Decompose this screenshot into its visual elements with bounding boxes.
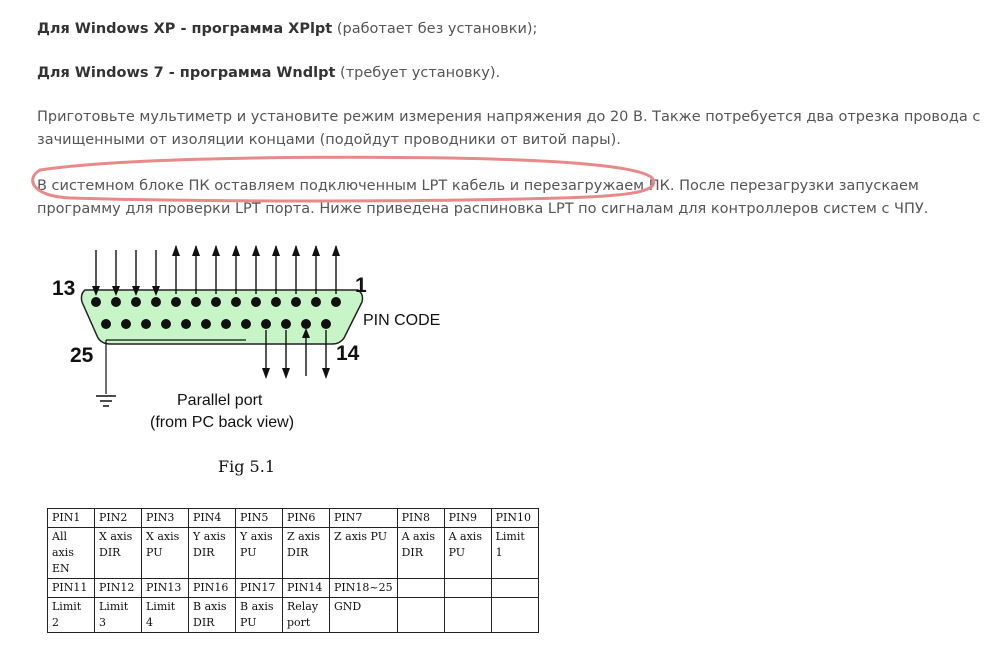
table-cell: X axis PU [142, 528, 189, 579]
pin-dot [331, 297, 341, 307]
pin-dot [221, 319, 231, 329]
table-cell: X axis DIR [95, 528, 142, 579]
arrow-head [232, 245, 240, 256]
table-cell: A axis PU [444, 528, 491, 579]
arrow-head [272, 245, 280, 256]
table-row [48, 579, 539, 598]
table-row [48, 598, 539, 633]
table-cell: PIN12 [95, 579, 142, 598]
windows-xp-bold: Для Windows XP - программа XPlpt [37, 21, 333, 37]
pin-dot [261, 319, 271, 329]
table-cell [444, 579, 491, 598]
table-cell: PIN13 [142, 579, 189, 598]
table-cell: A axis DIR [397, 528, 444, 579]
table-cell [444, 598, 491, 633]
pin-dot [211, 297, 221, 307]
table-cell: PIN11 [48, 579, 95, 598]
table-cell: Y axis DIR [189, 528, 236, 579]
table-cell: PIN10 [491, 509, 538, 528]
table-cell: PIN2 [95, 509, 142, 528]
arrow-head [262, 368, 270, 379]
pin-dot [281, 319, 291, 329]
table-cell: Limit 2 [48, 598, 95, 633]
table-cell [491, 598, 538, 633]
table-cell [491, 579, 538, 598]
pin-dot [201, 319, 211, 329]
pin-dot [111, 297, 121, 307]
table-cell: PIN7 [330, 509, 398, 528]
table-cell: PIN4 [189, 509, 236, 528]
table-cell: All axis EN [48, 528, 95, 579]
table-cell: PIN5 [236, 509, 283, 528]
pin-dot [181, 319, 191, 329]
table-cell: PIN9 [444, 509, 491, 528]
table-cell: GND [330, 598, 398, 633]
pin-dot [271, 297, 281, 307]
table-cell: PIN3 [142, 509, 189, 528]
pin-dot [131, 297, 141, 307]
pin-dot [231, 297, 241, 307]
pin-dot [291, 297, 301, 307]
table-row [48, 528, 539, 579]
table-cell: Z axis PU [330, 528, 398, 579]
pin-dot [301, 319, 311, 329]
table-cell: Relay port [283, 598, 330, 633]
figure-caption: Fig 5.1 [218, 457, 275, 476]
table-cell: PIN16 [189, 579, 236, 598]
connector-shell [81, 290, 362, 344]
table-cell: Y axis PU [236, 528, 283, 579]
table-cell: B axis PU [236, 598, 283, 633]
system-unit-paragraph [37, 175, 997, 221]
windows-xp-paragraph [37, 18, 997, 41]
table-cell: PIN6 [283, 509, 330, 528]
arrow-head [312, 245, 320, 256]
pin-13-label: 13 [52, 277, 76, 300]
db25-connector [81, 290, 362, 344]
pin-dot [171, 297, 181, 307]
table-cell: PIN14 [283, 579, 330, 598]
arrow-head [332, 245, 340, 256]
arrow-head [212, 245, 220, 256]
table-cell: Z axis DIR [283, 528, 330, 579]
table-cell: PIN8 [397, 509, 444, 528]
pin-dot [311, 297, 321, 307]
pin-1-label: 1 [355, 274, 367, 297]
pin-dot [251, 297, 261, 307]
parallel-port-caption: Parallel port [177, 392, 263, 409]
table-cell: B axis DIR [189, 598, 236, 633]
arrow-head [292, 245, 300, 256]
windows-7-paragraph [37, 62, 997, 85]
table-cell: Limit 1 [491, 528, 538, 579]
pin-14-label: 14 [336, 342, 360, 365]
table-cell: Limit 4 [142, 598, 189, 633]
pc-back-view-caption: (from PC back view) [150, 414, 295, 431]
arrow-head [252, 245, 260, 256]
table-cell: PIN17 [236, 579, 283, 598]
table-cell [397, 598, 444, 633]
windows-7-rest: (требует установку). [335, 65, 501, 81]
pin-dot [141, 319, 151, 329]
table-cell [397, 579, 444, 598]
table-cell: PIN18~25 [330, 579, 398, 598]
windows-xp-rest: (работает без установки); [332, 21, 538, 37]
pin-dot [101, 319, 111, 329]
table-cell: PIN1 [48, 509, 95, 528]
pin-dot [151, 297, 161, 307]
pin-dot [241, 319, 251, 329]
arrow-head [322, 368, 330, 379]
pin-25-label: 25 [70, 344, 94, 367]
pin-dot [191, 297, 201, 307]
pin-dot [321, 319, 331, 329]
pin-assignment-table [47, 508, 539, 633]
pin-dot [161, 319, 171, 329]
arrow-head [172, 245, 180, 256]
arrow-head [192, 245, 200, 256]
multimeter-paragraph: Приготовьте мультиметр и установите режим измерения напряжения до 20 В. Также потребуется два отрезка провода с зачищенными от изоляции концами (подойдут проводники от витой пары). [37, 109, 981, 148]
table-cell: Limit 3 [95, 598, 142, 633]
pin-dot [91, 297, 101, 307]
windows-7-bold: Для Windows 7 - программа Wndlpt [37, 65, 336, 81]
arrow-head [282, 368, 290, 379]
system-unit-rest: После перезагрузки запускаем программу для проверки LPT порта. Ниже приведена распиновка LPT по сигналам для контроллеров систем с ЧПУ. [37, 178, 929, 217]
table-row [48, 509, 539, 528]
parallel-port-diagram [40, 236, 460, 441]
pin-code-label: PIN CODE [363, 312, 441, 329]
pin-dot [121, 319, 131, 329]
highlighted-sentence: В системном блоке ПК оставляем подключенным LPT кабель и перезагружаем ПК. [37, 178, 675, 194]
